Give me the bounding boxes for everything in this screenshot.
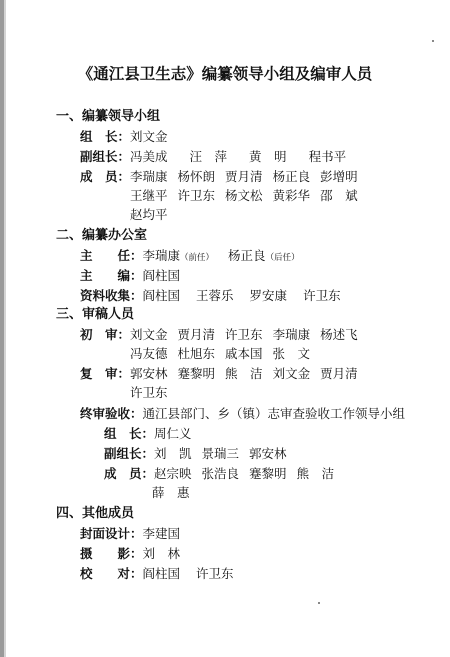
person-name: 刘文金	[272, 366, 311, 381]
role-label: 组 长：	[80, 129, 131, 144]
person-name: 阎柱国	[142, 288, 181, 303]
first-review-row	[80, 326, 368, 344]
person-name: 阎柱国	[142, 268, 181, 283]
role-label: 成 员：	[80, 169, 131, 184]
proofreading-row	[80, 565, 244, 583]
person-name: 杨正良	[272, 169, 311, 184]
person-name: 景瑞三	[201, 446, 240, 461]
person-name: 杨正良	[228, 248, 266, 263]
section-heading-1: 一、编纂领导小组	[56, 109, 161, 124]
role-label: 资料收集：	[80, 288, 143, 303]
person-name: 赵宗映	[154, 466, 192, 481]
role-label: 副组长：	[104, 446, 155, 461]
person-name: 杨述飞	[320, 327, 358, 342]
leader-row	[80, 128, 178, 146]
deputy-row	[80, 148, 356, 166]
person-name: 王继平	[130, 188, 168, 203]
role-label: 主 任：	[80, 248, 143, 263]
person-name: 张 文	[272, 346, 311, 361]
final-member-row	[104, 465, 344, 483]
person-name: 蹇黎明	[249, 466, 287, 481]
person-name: 冯友德	[130, 346, 168, 361]
person-name: 郭安林	[130, 366, 168, 381]
member-row	[80, 168, 368, 186]
person-name: 戚本国	[225, 346, 263, 361]
final-member-row-continued	[152, 484, 200, 502]
person-name: 贾月清	[225, 169, 263, 184]
person-name: 罗安康	[249, 288, 288, 303]
role-label: 封面设计：	[80, 526, 143, 541]
director-row	[80, 247, 300, 267]
person-name: 刘 林	[142, 546, 181, 561]
person-name: 李建国	[142, 526, 181, 541]
person-name: 贾月清	[177, 327, 216, 342]
person-name: 熊 洁	[225, 366, 263, 381]
person-name: 黄彩华	[272, 188, 311, 203]
person-name: 许卫东	[196, 566, 234, 581]
role-label: 成 员：	[104, 466, 155, 481]
person-name: 李瑞康	[130, 169, 168, 184]
person-name: 杨怀朗	[177, 169, 216, 184]
person-name: 彭增明	[320, 169, 358, 184]
person-name: 王蓉乐	[196, 288, 234, 303]
cover-design-row	[80, 525, 190, 543]
tenure-note: （前任）	[180, 253, 215, 263]
scan-left-edge-shadow	[4, 0, 6, 657]
person-name: 蹇黎明	[177, 366, 216, 381]
person-name: 许卫东	[130, 385, 168, 400]
role-label: 主 编：	[80, 268, 143, 283]
tenure-note: （后任）	[265, 253, 300, 263]
person-name: 程书平	[308, 149, 347, 164]
person-name: 黄 明	[249, 149, 287, 164]
person-name: 许卫东	[225, 327, 263, 342]
person-name: 杨文松	[225, 188, 263, 203]
data-collection-row	[80, 287, 351, 305]
person-name: 周仁义	[154, 426, 192, 441]
committee-name: 通江县部门、乡（镇）志审查验收工作领导小组	[142, 406, 406, 421]
person-name: 薛 惠	[152, 485, 190, 500]
section-heading-3: 三、审稿人员	[56, 307, 135, 322]
chief-editor-row	[80, 267, 190, 285]
person-name: 阎柱国	[142, 566, 181, 581]
role-label: 校 对：	[80, 566, 143, 581]
person-name: 汪 萍	[189, 149, 228, 164]
person-name: 郭安林	[249, 446, 287, 461]
person-name: 熊 洁	[296, 466, 335, 481]
second-review-row-continued	[130, 384, 178, 402]
final-leader-row	[104, 425, 202, 443]
person-name: 李瑞康	[142, 248, 181, 263]
final-acceptance-row	[80, 405, 405, 423]
scan-speck	[318, 602, 320, 604]
final-deputy-row	[104, 445, 297, 463]
second-review-row	[80, 365, 368, 383]
person-name: 张浩良	[201, 466, 240, 481]
person-name: 贾月清	[320, 366, 358, 381]
role-label: 初 审：	[80, 327, 131, 342]
role-label: 副组长：	[80, 149, 131, 164]
person-name: 刘 凯	[154, 446, 192, 461]
section-heading-2: 二、编纂办公室	[56, 228, 148, 243]
person-name: 邵 斌	[320, 188, 358, 203]
first-review-row-continued	[130, 345, 320, 363]
member-row-continued	[130, 206, 178, 224]
role-label: 组 长：	[104, 426, 155, 441]
role-label: 复 审：	[80, 366, 131, 381]
person-name: 许卫东	[303, 288, 341, 303]
member-row-continued	[130, 187, 368, 205]
section-heading-4: 四、其他成员	[56, 506, 135, 521]
person-name: 刘文金	[130, 327, 168, 342]
person-name: 赵均平	[130, 207, 168, 222]
role-label: 摄 影：	[80, 546, 143, 561]
role-label: 终审验收：	[80, 406, 143, 421]
person-name: 冯美成	[130, 149, 168, 164]
scan-speck	[432, 40, 434, 42]
person-name: 李瑞康	[272, 327, 311, 342]
page-title: 《通江县卫生志》编纂领导小组及编审人员	[77, 64, 373, 83]
person-name: 许卫东	[177, 188, 216, 203]
photography-row	[80, 545, 190, 563]
person-name: 刘文金	[130, 129, 168, 144]
person-name: 杜旭东	[177, 346, 216, 361]
